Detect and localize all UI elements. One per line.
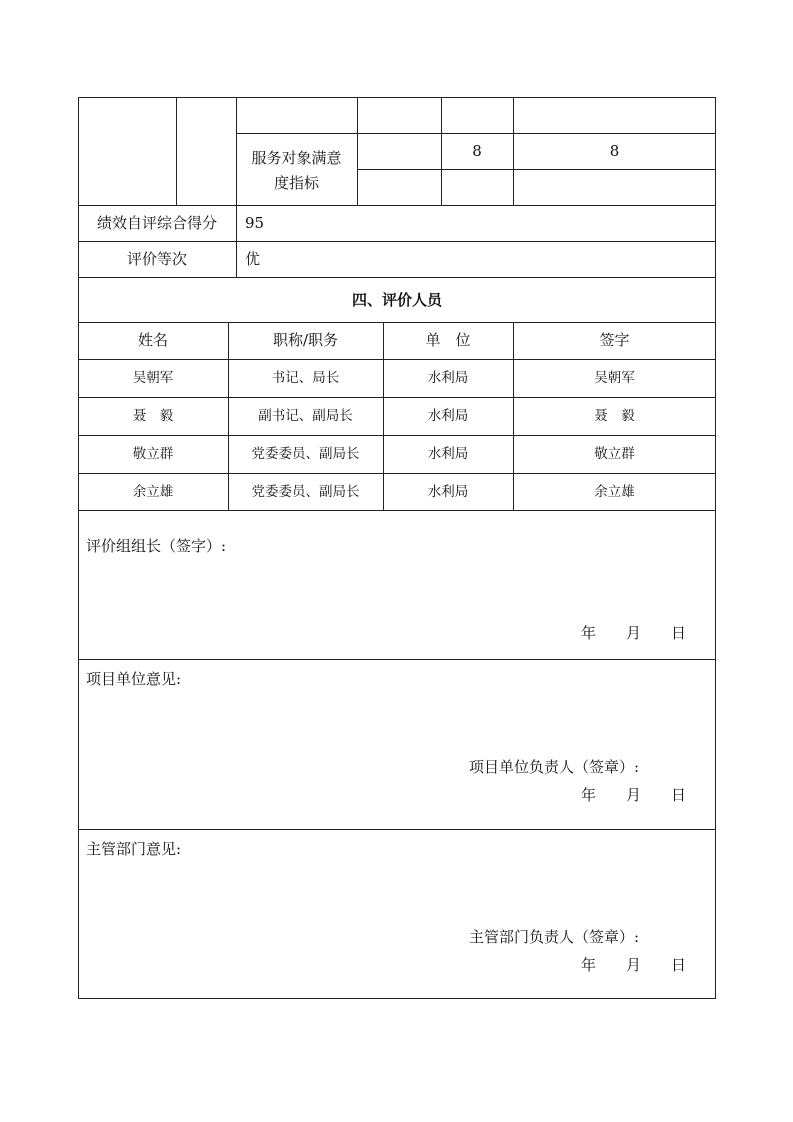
- indicator-name-line1: 服务对象满意: [251, 149, 342, 167]
- header-signature: 签字: [599, 331, 630, 349]
- divider: [357, 169, 716, 170]
- grade-label: 评价等次: [126, 250, 187, 268]
- dept-signer: 主管部门负责人（签章）:: [469, 928, 640, 946]
- divider: [78, 473, 716, 474]
- table-cell: 党委委员、副局长: [251, 484, 360, 500]
- table-cell: 水利局: [427, 446, 469, 462]
- table-cell: 水利局: [427, 370, 469, 386]
- divider: [236, 133, 716, 134]
- divider: [78, 277, 716, 278]
- leader-signature-label: 评价组组长（签字）:: [86, 537, 227, 555]
- leader-date: 年 月 日: [581, 624, 687, 642]
- divider: [78, 241, 716, 242]
- divider: [78, 659, 716, 660]
- table-cell: 水利局: [427, 484, 469, 500]
- indicator-name: [236, 148, 357, 193]
- divider: [78, 322, 716, 323]
- table-cell: 聂 毅: [594, 408, 635, 424]
- table-cell: 书记、局长: [271, 370, 340, 386]
- table-cell: 余立雄: [132, 484, 174, 500]
- table-cell: 敬立群: [594, 446, 635, 462]
- table-cell: 水利局: [427, 408, 469, 424]
- divider: [176, 97, 177, 205]
- table-right-border: [715, 97, 716, 999]
- header-name: 姓名: [137, 331, 168, 349]
- table-cell: 敬立群: [132, 446, 174, 462]
- divider: [78, 205, 716, 206]
- total-score-label: 绩效自评综合得分: [96, 214, 217, 232]
- table-cell: 吴朝军: [132, 370, 174, 386]
- table-cell: 余立雄: [594, 484, 635, 500]
- total-score-value: 95: [245, 214, 265, 232]
- table-cell: 副书记、副局长: [258, 408, 353, 424]
- divider: [357, 97, 358, 205]
- grade-value: 优: [245, 250, 261, 268]
- divider: [78, 510, 716, 511]
- project-unit-signer: 项目单位负责人（签章）:: [469, 758, 640, 776]
- divider: [78, 397, 716, 398]
- header-title: 职称/职务: [272, 331, 339, 349]
- divider: [78, 435, 716, 436]
- table-top-border: [78, 97, 716, 98]
- project-unit-date: 年 月 日: [581, 786, 687, 804]
- divider: [78, 359, 716, 360]
- indicator-name-line2: 度指标: [273, 174, 319, 192]
- target-score: 8: [472, 142, 482, 160]
- header-unit: 单 位: [425, 331, 471, 349]
- table-cell: 党委委员、副局长: [251, 446, 360, 462]
- dept-opinion-label: 主管部门意见:: [86, 840, 182, 858]
- section-title: 四、评价人员: [351, 291, 442, 309]
- table-cell: 吴朝军: [594, 370, 635, 386]
- table-cell: 聂 毅: [132, 408, 174, 424]
- project-unit-opinion-label: 项目单位意见:: [86, 670, 182, 688]
- actual-score: 8: [609, 142, 620, 160]
- divider: [78, 829, 716, 830]
- table-bottom-border: [78, 998, 716, 999]
- dept-date: 年 月 日: [581, 956, 687, 974]
